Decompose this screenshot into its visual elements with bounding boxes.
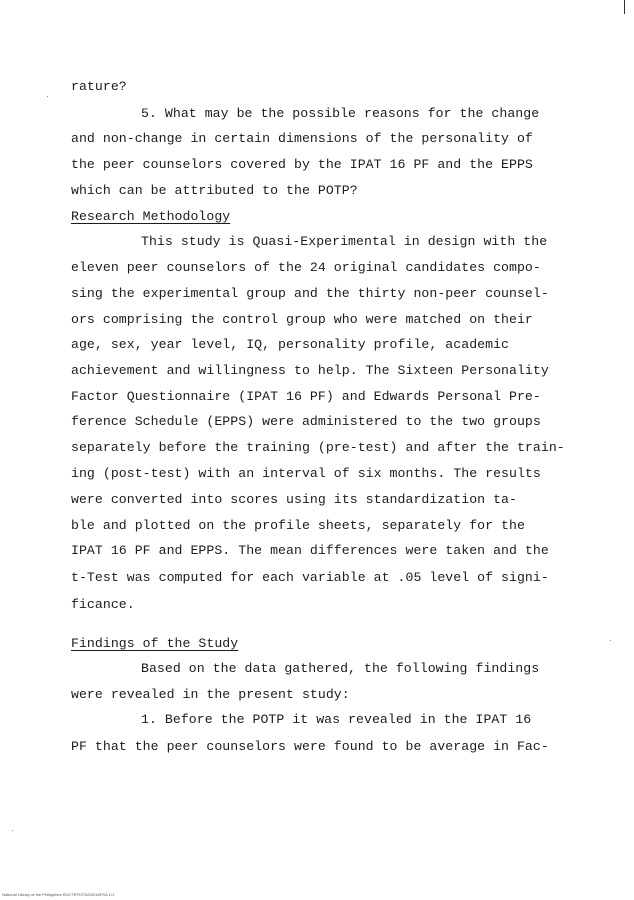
text-line: were revealed in the present study:	[71, 687, 350, 702]
text-line: eleven peer counselors of the 24 original candidates compo-	[71, 260, 541, 275]
text-line: rature?	[71, 79, 127, 94]
scan-speck	[12, 830, 13, 831]
finding-1: 1. Before the POTP it was revealed in the IPAT 16	[141, 712, 532, 727]
text-line: Factor Questionnaire (IPAT 16 PF) and Edwards Personal Pre-	[71, 389, 541, 404]
text-line: were converted into scores using its standardization ta-	[71, 492, 517, 507]
scan-edge-mark	[624, 0, 625, 14]
text-line: which can be attributed to the POTP?	[71, 183, 358, 198]
text-line: IPAT 16 PF and EPPS. The mean differences were taken and the	[71, 543, 549, 558]
text-line: achievement and willingness to help. The Sixteen Personality	[71, 363, 549, 378]
text-line: ors comprising the control group who were matched on their	[71, 312, 533, 327]
text-line: ficance.	[71, 597, 135, 612]
text-line: the peer counselors covered by the IPAT 16 PF and the EPPS	[71, 157, 533, 172]
text-line: t-Test was computed for each variable at .05 level of signi-	[71, 570, 549, 585]
text-line: ing (post-test) with an interval of six months. The results	[71, 466, 541, 481]
scan-speck	[47, 96, 48, 97]
paragraph-start: Based on the data gathered, the following findings	[141, 661, 540, 676]
section-heading-findings: Findings of the Study	[71, 636, 239, 651]
text-line: separately before the training (pre-test) and after the train-	[71, 440, 565, 455]
section-heading-research-methodology: Research Methodology	[71, 209, 231, 224]
text-line: ference Schedule (EPPS) were administered to the two groups	[71, 414, 541, 429]
paragraph-start: This study is Quasi-Experimental in design with the	[141, 234, 548, 249]
scan-speck	[610, 640, 611, 641]
text-line: and non-change in certain dimensions of the personality of	[71, 131, 533, 146]
text-line: age, sex, year level, IQ, personality profile, academic	[71, 337, 510, 352]
archive-footer: National Library of the Philippines RUCTEPISTAO0016PSA 1/1	[2, 892, 115, 897]
question-5: 5. What may be the possible reasons for the change	[141, 106, 540, 121]
text-line: sing the experimental group and the thirty non-peer counsel-	[71, 286, 549, 301]
text-line: ble and plotted on the profile sheets, separately for the	[71, 518, 525, 533]
text-line: PF that the peer counselors were found to be average in Fac-	[71, 739, 549, 754]
